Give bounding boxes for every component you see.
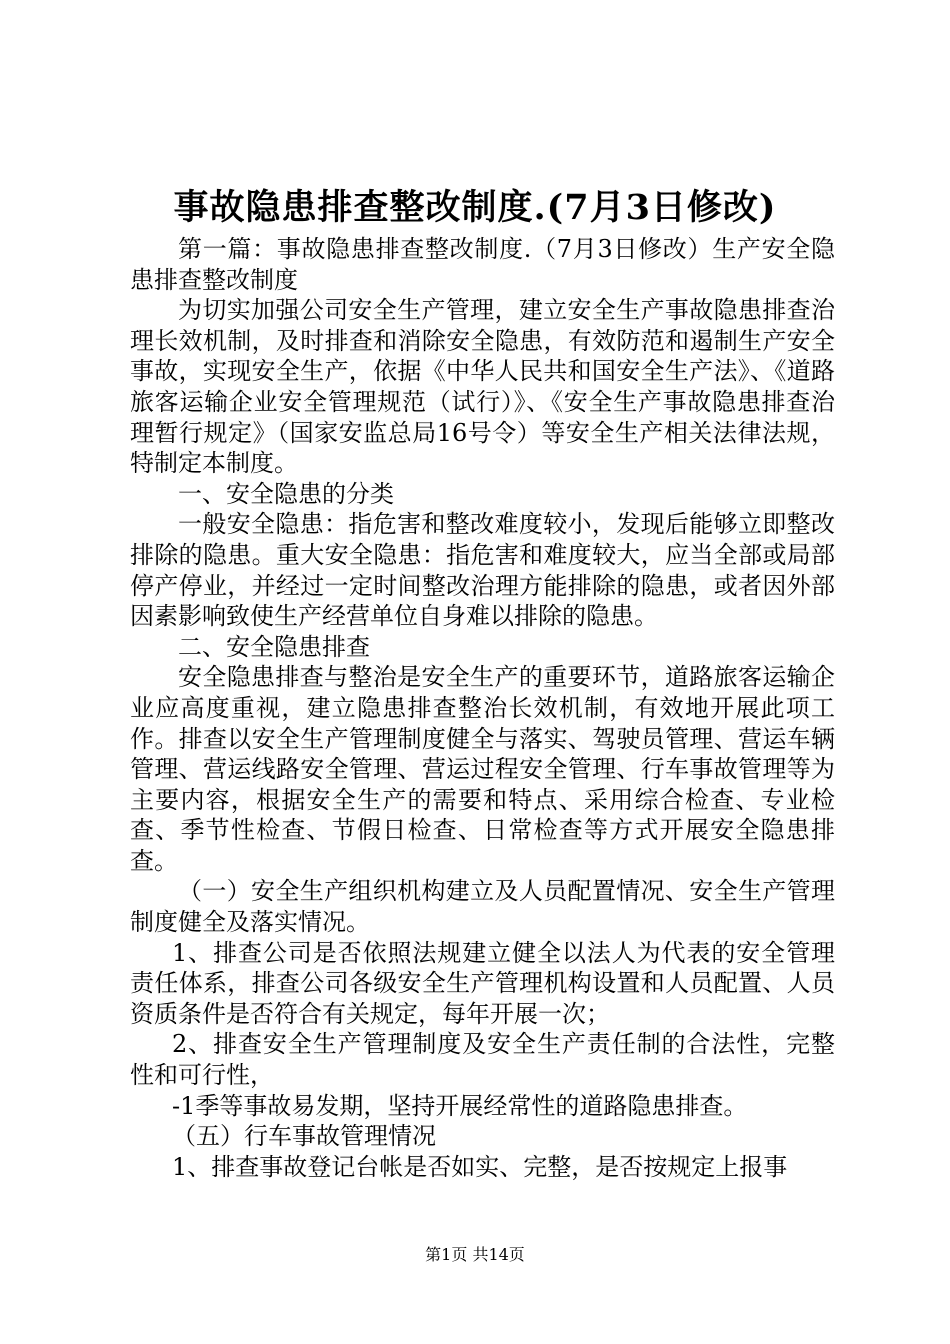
list-item-2: 2、排查安全生产管理制度及安全生产责任制的合法性，完整性和可行性， (130, 1030, 835, 1090)
section-heading-inspection: 二、安全隐患排查 (178, 632, 370, 661)
subsection-heading-accident: （五）行车事故管理情况 (172, 1122, 436, 1151)
list-item-1: 1、排查公司是否依照法规建立健全以法人为代表的安全管理责任体系，排查公司各级安全生产管理机构设置和人员配置、人员资质条件是否符合有关规定，每年开展一次； (130, 938, 835, 1028)
document-body (130, 234, 835, 1182)
subsection-heading-organization: （一）安全生产组织机构建立及人员配置情况、安全生产管理制度健全及落实情况。 (130, 877, 835, 937)
list-item-accident-1: 1、排查事故登记台帐是否如实、完整，是否按规定上报事 (172, 1152, 788, 1181)
section-heading-classification: 一、安全隐患的分类 (178, 479, 394, 508)
document-title: 事故隐患排查整改制度.(7月3日修改) (173, 187, 777, 228)
paragraph-classification: 一般安全隐患：指危害和整改难度较小，发现后能够立即整改排除的隐患。重大安全隐患：指危害和难度较大，应当全部或局部停产停业，并经过一定时间整改治理方能排除的隐患，或者因外部因素影响致使生产经营单位自身难以排除的隐患。 (130, 510, 835, 631)
paragraph-purpose: 为切实加强公司安全生产管理，建立安全生产事故隐患排查治理长效机制，及时排查和消除安全隐患，有效防范和遏制生产安全事故，实现安全生产，依据《中华人民共和国安全生产法》、《道路旅客运输企业安全管理规范（试行）》、《安全生产事故隐患排查治理暂行规定》（国家安监总局16号令）等安全生产相关法律法规，特制定本制度。 (130, 296, 835, 478)
page-footer: 第1页 共14页 (425, 1245, 525, 1264)
paragraph-inspection: 安全隐患排查与整治是安全生产的重要环节，道路旅客运输企业应高度重视，建立隐患排查整治长效机制，有效地开展此项工作。排查以安全生产管理制度健全与落实、驾驶员管理、营运车辆管理、营运线路安全管理、营运过程安全管理、行车事故管理等为主要内容，根据安全生产的需要和特点、采用综合检查、专业检查、季节性检查、节假日检查、日常检查等方式开展安全隐患排查。 (130, 663, 835, 875)
paragraph-fragment: -1季等事故易发期，坚持开展经常性的道路隐患排查。 (172, 1091, 748, 1120)
paragraph-intro: 第一篇：事故隐患排查整改制度.（7月3日修改）生产安全隐患排查整改制度 (130, 235, 835, 294)
